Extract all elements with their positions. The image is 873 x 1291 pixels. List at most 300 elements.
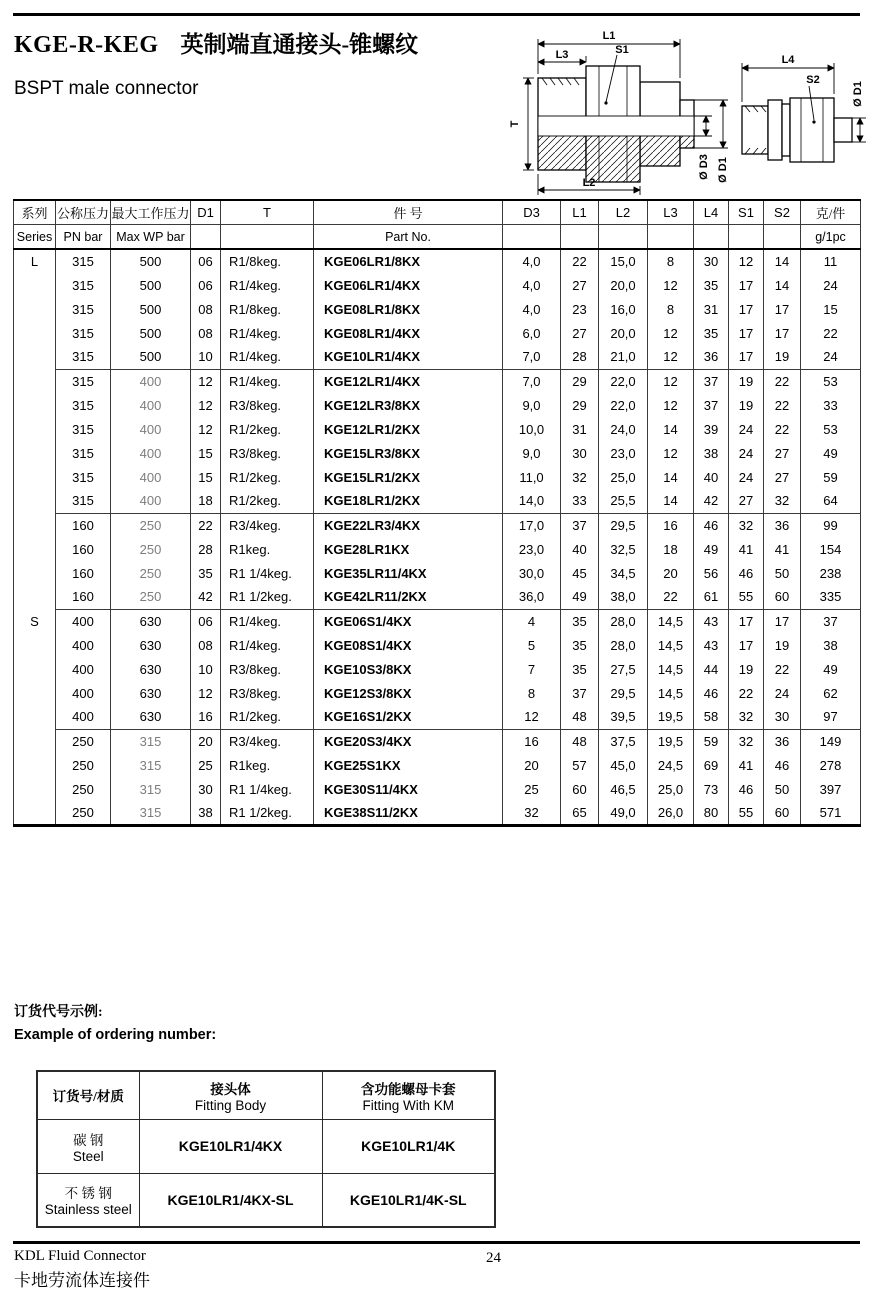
cell-g: 97 xyxy=(801,705,861,729)
cell-l4: 35 xyxy=(694,321,729,345)
cell-part: KGE20S3/4KX xyxy=(314,729,503,753)
cell-pn: 315 xyxy=(56,441,111,465)
body-part-number: KGE10LR1/4KX-SL xyxy=(139,1173,322,1227)
cell-part: KGE06S1/4KX xyxy=(314,609,503,633)
cell-d3: 14,0 xyxy=(503,489,561,513)
table-row xyxy=(14,777,861,801)
cell-l1: 49 xyxy=(561,585,599,609)
cell-l4: 59 xyxy=(694,729,729,753)
cell-l1: 27 xyxy=(561,321,599,345)
table-row xyxy=(14,513,861,537)
cell-s2: 17 xyxy=(764,321,801,345)
cell-d3: 12 xyxy=(503,705,561,729)
cell-part: KGE15LR1/2KX xyxy=(314,465,503,489)
cell-s2: 60 xyxy=(764,801,801,825)
cell-series xyxy=(14,297,56,321)
cell-series xyxy=(14,729,56,753)
cell-d1: 42 xyxy=(191,585,221,609)
cell-l3: 12 xyxy=(648,345,694,369)
body-part-number: KGE10LR1/4KX xyxy=(139,1119,322,1173)
cell-s2: 14 xyxy=(764,249,801,273)
table-row xyxy=(14,489,861,513)
cell-series xyxy=(14,321,56,345)
cell-s2: 19 xyxy=(764,345,801,369)
cell-maxwp: 500 xyxy=(111,273,191,297)
cell-series xyxy=(14,777,56,801)
cell-d3: 36,0 xyxy=(503,585,561,609)
cell-l3: 14 xyxy=(648,489,694,513)
cell-d3: 23,0 xyxy=(503,537,561,561)
cell-l2: 38,0 xyxy=(599,585,648,609)
cell-t: R1/2keg. xyxy=(221,705,314,729)
cell-part: KGE10S3/8KX xyxy=(314,657,503,681)
table-row xyxy=(14,369,861,393)
cell-g: 49 xyxy=(801,657,861,681)
cell-l4: 44 xyxy=(694,657,729,681)
cell-l1: 23 xyxy=(561,297,599,321)
cell-series xyxy=(14,753,56,777)
cell-pn: 250 xyxy=(56,729,111,753)
table-row xyxy=(14,585,861,609)
cell-part: KGE18LR1/2KX xyxy=(314,489,503,513)
cell-d3: 4,0 xyxy=(503,249,561,273)
cell-l2: 20,0 xyxy=(599,321,648,345)
table-row xyxy=(14,345,861,369)
cell-l4: 35 xyxy=(694,273,729,297)
cell-l1: 33 xyxy=(561,489,599,513)
cell-part: KGE12LR1/4KX xyxy=(314,369,503,393)
cell-g: 64 xyxy=(801,489,861,513)
cell-part: KGE35LR11/4KX xyxy=(314,561,503,585)
cell-t: R1/4keg. xyxy=(221,321,314,345)
cell-d3: 9,0 xyxy=(503,393,561,417)
cell-series: S xyxy=(14,609,56,633)
cell-s2: 50 xyxy=(764,777,801,801)
cell-l4: 43 xyxy=(694,609,729,633)
cell-pn: 315 xyxy=(56,345,111,369)
cell-s2: 60 xyxy=(764,585,801,609)
spec-table xyxy=(13,199,861,827)
cell-g: 11 xyxy=(801,249,861,273)
cell-d3: 7 xyxy=(503,657,561,681)
cell-s1: 32 xyxy=(729,729,764,753)
cell-series xyxy=(14,273,56,297)
cell-t: R1/4keg. xyxy=(221,273,314,297)
dim-T: T xyxy=(509,120,521,128)
cell-l3: 24,5 xyxy=(648,753,694,777)
dim-L1: L1 xyxy=(602,30,616,42)
cell-pn: 315 xyxy=(56,417,111,441)
cell-l3: 19,5 xyxy=(648,705,694,729)
cell-maxwp: 315 xyxy=(111,753,191,777)
page-subtitle: BSPT male connector xyxy=(14,78,199,99)
cell-s1: 24 xyxy=(729,465,764,489)
col-part-cn: 件 号 xyxy=(314,200,503,225)
cell-d3: 9,0 xyxy=(503,441,561,465)
cell-l4: 69 xyxy=(694,753,729,777)
cell-g: 99 xyxy=(801,513,861,537)
cell-l3: 8 xyxy=(648,249,694,273)
cell-t: R1 1/4keg. xyxy=(221,561,314,585)
cell-d3: 16 xyxy=(503,729,561,753)
material-en: Steel xyxy=(72,1148,104,1164)
cell-d1: 15 xyxy=(191,465,221,489)
cell-pn: 250 xyxy=(56,801,111,825)
table-row xyxy=(14,297,861,321)
cell-maxwp: 400 xyxy=(111,465,191,489)
cell-t: R1 1/2keg. xyxy=(221,585,314,609)
bottom-rule xyxy=(13,1241,860,1244)
cell-d1: 06 xyxy=(191,609,221,633)
cell-l1: 32 xyxy=(561,465,599,489)
ordering-row-steel xyxy=(37,1119,495,1173)
cell-d3: 30,0 xyxy=(503,561,561,585)
cell-s2: 22 xyxy=(764,393,801,417)
col-s1: S1 xyxy=(729,200,764,225)
cell-s2: 32 xyxy=(764,489,801,513)
cell-l2: 15,0 xyxy=(599,249,648,273)
table-row xyxy=(14,465,861,489)
cell-s1: 32 xyxy=(729,705,764,729)
cell-maxwp: 500 xyxy=(111,297,191,321)
series-code: KGE-R-KEG xyxy=(14,32,159,58)
cell-maxwp: 250 xyxy=(111,537,191,561)
cell-l3: 14 xyxy=(648,465,694,489)
title-chinese: 英制端直通接头-锥螺纹 xyxy=(180,32,419,57)
cell-l4: 39 xyxy=(694,417,729,441)
cell-g: 49 xyxy=(801,441,861,465)
cell-maxwp: 400 xyxy=(111,417,191,441)
cell-l1: 37 xyxy=(561,681,599,705)
ordering-col-km-cn: 含功能螺母卡套 xyxy=(361,1081,456,1097)
cell-g: 38 xyxy=(801,633,861,657)
table-row xyxy=(14,441,861,465)
cell-l2: 27,5 xyxy=(599,657,648,681)
table-row xyxy=(14,561,861,585)
cell-d3: 5 xyxy=(503,633,561,657)
cell-t: R1/2keg. xyxy=(221,489,314,513)
cell-series xyxy=(14,561,56,585)
cell-l3: 14 xyxy=(648,417,694,441)
cell-maxwp: 400 xyxy=(111,441,191,465)
cell-maxwp: 400 xyxy=(111,369,191,393)
material-en: Stainless steel xyxy=(44,1202,132,1218)
cell-maxwp: 400 xyxy=(111,489,191,513)
cell-l1: 48 xyxy=(561,705,599,729)
cell-t: R1/8keg. xyxy=(221,297,314,321)
cell-l3: 25,0 xyxy=(648,777,694,801)
cell-d3: 11,0 xyxy=(503,465,561,489)
cell-l4: 37 xyxy=(694,369,729,393)
cell-d1: 12 xyxy=(191,417,221,441)
cell-s2: 22 xyxy=(764,417,801,441)
cell-l2: 39,5 xyxy=(599,705,648,729)
cell-pn: 400 xyxy=(56,609,111,633)
cell-l1: 35 xyxy=(561,609,599,633)
cell-pn: 250 xyxy=(56,753,111,777)
page-number: 24 xyxy=(486,1250,501,1266)
cell-maxwp: 315 xyxy=(111,729,191,753)
table-row xyxy=(14,633,861,657)
cell-t: R1keg. xyxy=(221,537,314,561)
dim-L3: L3 xyxy=(555,49,569,61)
dim-D1-right: Ø D1 xyxy=(852,81,864,107)
cell-l2: 34,5 xyxy=(599,561,648,585)
cell-pn: 250 xyxy=(56,777,111,801)
col-d1: D1 xyxy=(191,200,221,225)
cell-l2: 25,5 xyxy=(599,489,648,513)
cell-pn: 400 xyxy=(56,633,111,657)
cell-series xyxy=(14,633,56,657)
cell-maxwp: 500 xyxy=(111,345,191,369)
cell-s2: 27 xyxy=(764,465,801,489)
cell-g: 15 xyxy=(801,297,861,321)
cell-d1: 18 xyxy=(191,489,221,513)
cell-l4: 49 xyxy=(694,537,729,561)
cell-s1: 24 xyxy=(729,417,764,441)
cell-series xyxy=(14,345,56,369)
col-weight-en: g/1pc xyxy=(801,225,861,250)
cell-s2: 14 xyxy=(764,273,801,297)
cell-t: R1/4keg. xyxy=(221,369,314,393)
cell-l3: 12 xyxy=(648,321,694,345)
cell-d3: 17,0 xyxy=(503,513,561,537)
cell-t: R3/4keg. xyxy=(221,513,314,537)
cell-l1: 57 xyxy=(561,753,599,777)
cell-l2: 32,5 xyxy=(599,537,648,561)
cell-d1: 22 xyxy=(191,513,221,537)
cell-l2: 28,0 xyxy=(599,609,648,633)
cell-maxwp: 315 xyxy=(111,801,191,825)
cell-d1: 28 xyxy=(191,537,221,561)
cell-maxwp: 250 xyxy=(111,513,191,537)
cell-g: 154 xyxy=(801,537,861,561)
cell-part: KGE06LR1/4KX xyxy=(314,273,503,297)
cell-s1: 17 xyxy=(729,633,764,657)
cell-s1: 32 xyxy=(729,513,764,537)
cell-s1: 19 xyxy=(729,393,764,417)
cell-pn: 315 xyxy=(56,249,111,273)
cell-part: KGE16S1/2KX xyxy=(314,705,503,729)
cell-g: 62 xyxy=(801,681,861,705)
cell-s1: 46 xyxy=(729,777,764,801)
cell-pn: 315 xyxy=(56,393,111,417)
cell-part: KGE12S3/8KX xyxy=(314,681,503,705)
cell-g: 53 xyxy=(801,417,861,441)
cell-l1: 35 xyxy=(561,657,599,681)
cell-pn: 160 xyxy=(56,537,111,561)
km-part-number: KGE10LR1/4K xyxy=(322,1119,495,1173)
cell-pn: 315 xyxy=(56,297,111,321)
cell-pn: 160 xyxy=(56,513,111,537)
cell-pn: 315 xyxy=(56,369,111,393)
table-row xyxy=(14,609,861,633)
cell-s2: 27 xyxy=(764,441,801,465)
cell-l4: 80 xyxy=(694,801,729,825)
cell-s2: 36 xyxy=(764,729,801,753)
cell-l2: 20,0 xyxy=(599,273,648,297)
footer-company-en: KDL Fluid Connector xyxy=(14,1248,146,1264)
cell-d1: 12 xyxy=(191,681,221,705)
cell-part: KGE38S11/2KX xyxy=(314,801,503,825)
cell-l2: 22,0 xyxy=(599,393,648,417)
cell-l1: 29 xyxy=(561,369,599,393)
footer-company-cn: 卡地劳流体连接件 xyxy=(14,1271,150,1290)
cell-part: KGE30S11/4KX xyxy=(314,777,503,801)
dim-D1-left: Ø D1 xyxy=(717,157,729,183)
technical-drawing xyxy=(492,12,870,203)
cell-series xyxy=(14,705,56,729)
cell-t: R1/4keg. xyxy=(221,345,314,369)
cell-s1: 55 xyxy=(729,585,764,609)
ordering-heading-cn: 订货代号示例: xyxy=(14,1005,103,1020)
cell-series xyxy=(14,585,56,609)
cell-t: R3/8keg. xyxy=(221,681,314,705)
dim-S2: S2 xyxy=(806,74,820,86)
cell-g: 335 xyxy=(801,585,861,609)
ordering-col-body xyxy=(139,1071,322,1119)
cell-l1: 35 xyxy=(561,633,599,657)
cell-l3: 8 xyxy=(648,297,694,321)
cell-d1: 12 xyxy=(191,393,221,417)
cell-d3: 32 xyxy=(503,801,561,825)
cell-g: 571 xyxy=(801,801,861,825)
cell-l3: 19,5 xyxy=(648,729,694,753)
cell-l2: 21,0 xyxy=(599,345,648,369)
cell-d1: 08 xyxy=(191,633,221,657)
ordering-col-km xyxy=(322,1071,495,1119)
cell-l1: 37 xyxy=(561,513,599,537)
cell-d3: 25 xyxy=(503,777,561,801)
cell-t: R1/4keg. xyxy=(221,633,314,657)
cell-l4: 61 xyxy=(694,585,729,609)
cell-s2: 46 xyxy=(764,753,801,777)
cell-l3: 12 xyxy=(648,441,694,465)
cell-s2: 22 xyxy=(764,657,801,681)
cell-part: KGE22LR3/4KX xyxy=(314,513,503,537)
ordering-heading-en: Example of ordering number: xyxy=(14,1027,217,1043)
dim-L4: L4 xyxy=(781,54,795,66)
cell-s1: 27 xyxy=(729,489,764,513)
cell-g: 53 xyxy=(801,369,861,393)
cell-maxwp: 250 xyxy=(111,561,191,585)
cell-g: 22 xyxy=(801,321,861,345)
ordering-col-km-en: Fitting With KM xyxy=(362,1097,454,1113)
cell-s1: 17 xyxy=(729,273,764,297)
cell-l3: 14,5 xyxy=(648,633,694,657)
table-row xyxy=(14,249,861,273)
cell-l1: 48 xyxy=(561,729,599,753)
table-row xyxy=(14,537,861,561)
cell-part: KGE08LR1/8KX xyxy=(314,297,503,321)
cell-maxwp: 500 xyxy=(111,249,191,273)
cell-t: R1keg. xyxy=(221,753,314,777)
cell-pn: 315 xyxy=(56,273,111,297)
cell-s2: 50 xyxy=(764,561,801,585)
cell-l1: 22 xyxy=(561,249,599,273)
cell-l3: 20 xyxy=(648,561,694,585)
cell-maxwp: 250 xyxy=(111,585,191,609)
cell-l4: 42 xyxy=(694,489,729,513)
cell-series xyxy=(14,465,56,489)
cell-s1: 17 xyxy=(729,297,764,321)
cell-series xyxy=(14,489,56,513)
cell-l4: 46 xyxy=(694,681,729,705)
dim-D3: Ø D3 xyxy=(698,154,710,180)
cell-maxwp: 630 xyxy=(111,657,191,681)
cell-maxwp: 400 xyxy=(111,393,191,417)
col-pn-cn: 公称压力 xyxy=(56,200,111,225)
cell-l1: 40 xyxy=(561,537,599,561)
cell-pn: 400 xyxy=(56,681,111,705)
cell-part: KGE10LR1/4KX xyxy=(314,345,503,369)
cell-l4: 31 xyxy=(694,297,729,321)
cell-l1: 65 xyxy=(561,801,599,825)
cell-l2: 49,0 xyxy=(599,801,648,825)
cell-pn: 160 xyxy=(56,585,111,609)
cell-l1: 27 xyxy=(561,273,599,297)
cell-g: 33 xyxy=(801,393,861,417)
cell-t: R1 1/2keg. xyxy=(221,801,314,825)
cell-g: 59 xyxy=(801,465,861,489)
cell-t: R3/8keg. xyxy=(221,657,314,681)
cell-l4: 40 xyxy=(694,465,729,489)
col-maxwp-en: Max WP bar xyxy=(111,225,191,250)
col-series-cn: 系列 xyxy=(14,200,56,225)
cell-series xyxy=(14,513,56,537)
cell-part: KGE25S1KX xyxy=(314,753,503,777)
col-maxwp-cn: 最大工作压力 xyxy=(111,200,191,225)
table-row xyxy=(14,801,861,825)
material-cell xyxy=(37,1119,139,1173)
cell-t: R1/2keg. xyxy=(221,417,314,441)
cell-t: R3/4keg. xyxy=(221,729,314,753)
cell-s2: 17 xyxy=(764,297,801,321)
cell-l3: 14,5 xyxy=(648,657,694,681)
cell-s1: 19 xyxy=(729,657,764,681)
table-row xyxy=(14,417,861,441)
cell-s2: 24 xyxy=(764,681,801,705)
cell-series xyxy=(14,393,56,417)
cell-series xyxy=(14,801,56,825)
cell-series xyxy=(14,441,56,465)
cell-l2: 24,0 xyxy=(599,417,648,441)
header-row-en xyxy=(14,225,861,250)
col-part-en: Part No. xyxy=(314,225,503,250)
cell-g: 24 xyxy=(801,345,861,369)
cell-s1: 24 xyxy=(729,441,764,465)
cell-maxwp: 630 xyxy=(111,633,191,657)
cell-l2: 45,0 xyxy=(599,753,648,777)
cell-s1: 41 xyxy=(729,537,764,561)
cell-d3: 4,0 xyxy=(503,297,561,321)
cell-l4: 43 xyxy=(694,633,729,657)
cell-l2: 46,5 xyxy=(599,777,648,801)
cell-l4: 56 xyxy=(694,561,729,585)
table-row xyxy=(14,681,861,705)
ordering-col-material-label: 订货号/材质 xyxy=(52,1089,124,1105)
dim-L2: L2 xyxy=(582,177,596,189)
cell-d1: 06 xyxy=(191,249,221,273)
cell-l2: 29,5 xyxy=(599,513,648,537)
ordering-col-material xyxy=(37,1071,139,1119)
table-row xyxy=(14,705,861,729)
ordering-row-stainless xyxy=(37,1173,495,1227)
cell-l3: 12 xyxy=(648,273,694,297)
cell-t: R3/8keg. xyxy=(221,441,314,465)
cell-l4: 36 xyxy=(694,345,729,369)
cell-l1: 29 xyxy=(561,393,599,417)
